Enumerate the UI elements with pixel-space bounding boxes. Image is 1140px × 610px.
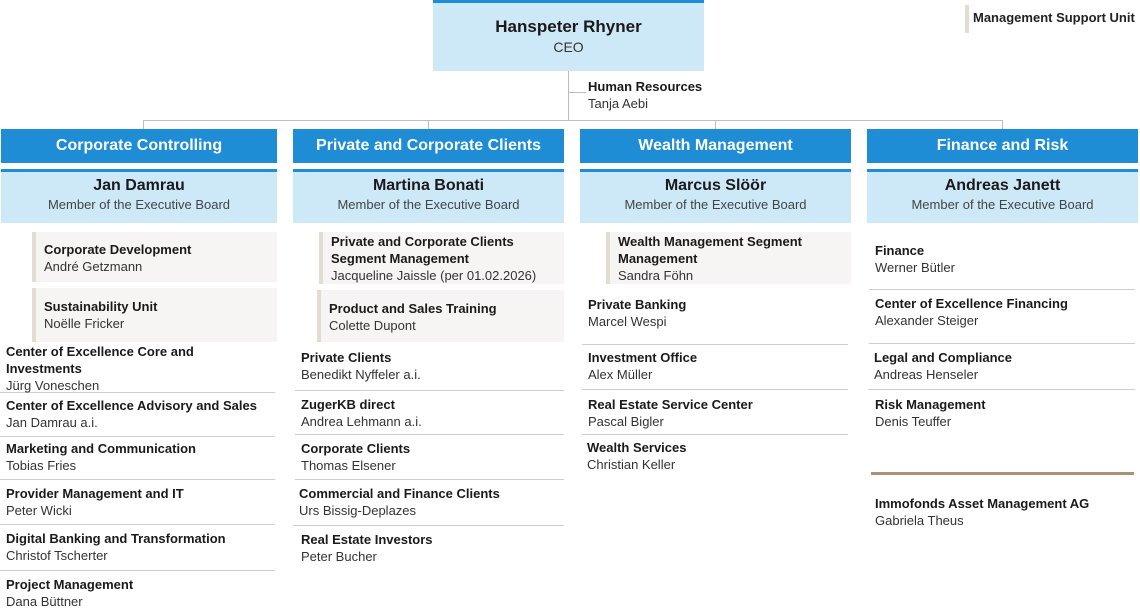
unit-person: Peter Wicki: [6, 503, 72, 518]
division-title: Corporate Controlling: [1, 129, 277, 163]
unit-box: [295, 344, 564, 391]
unit-title: Provider Management and IT: [6, 486, 184, 501]
unit-title: Finance: [875, 243, 925, 258]
division-head: [580, 172, 851, 223]
unit-person: Christian Keller: [587, 457, 676, 472]
unit-person: Thomas Elsener: [301, 458, 396, 473]
connector-hr: [568, 92, 586, 93]
unit-title: Private Banking: [588, 297, 687, 312]
connector-horizontal: [143, 120, 1003, 121]
hr-person: Tanja Aebi: [588, 96, 648, 111]
division-title: Wealth Management: [580, 129, 851, 163]
unit-box: [295, 526, 564, 571]
staff-unit: [319, 232, 564, 284]
unit-title: Investment Office: [588, 350, 698, 365]
unit-box: [0, 437, 275, 480]
unit-person: Werner Bütler: [875, 260, 955, 275]
unit-box: [0, 525, 275, 571]
head-name: Martina Bonati: [372, 177, 485, 194]
division-head: [867, 172, 1138, 223]
staff-title: Product and Sales Training: [329, 301, 497, 316]
ceo-role: CEO: [553, 39, 584, 55]
unit-box: [582, 345, 848, 390]
division-finance-risk: [867, 129, 1138, 223]
staff-person: Sandra Föhn: [618, 268, 694, 283]
unit-box: [582, 390, 848, 435]
unit-title: Marketing and Communication: [6, 441, 196, 456]
unit-box: [0, 393, 275, 437]
unit-person: Alexander Steiger: [875, 313, 979, 328]
division-title: Private and Corporate Clients: [293, 129, 564, 163]
staff-title: Corporate Development: [44, 242, 192, 257]
unit-person: Tobias Fries: [6, 458, 77, 473]
staff-unit: [32, 288, 277, 342]
staff-unit: [32, 232, 277, 282]
unit-title: Private Clients: [301, 350, 392, 365]
head-name: Jan Damrau: [93, 177, 185, 194]
hr-box: [588, 78, 702, 112]
connector-div4: [1002, 120, 1003, 129]
unit-box: [582, 290, 848, 345]
head-name: Andreas Janett: [944, 177, 1061, 194]
unit-box: [869, 390, 1135, 435]
unit-title: ZugerKB direct: [301, 397, 395, 412]
staff-unit: [317, 290, 564, 342]
unit-box: [868, 344, 1135, 390]
division-corporate-controlling: [1, 129, 277, 223]
unit-person: Marcel Wespi: [588, 314, 667, 329]
connector-div2: [428, 120, 429, 129]
unit-title: Digital Banking and Transformation: [6, 531, 226, 546]
unit-title: Project Management: [6, 577, 134, 592]
connector-div3: [715, 120, 716, 129]
head-role: Member of the Executive Board: [911, 197, 1094, 212]
unit-title: Risk Management: [875, 397, 986, 412]
unit-box: [869, 290, 1135, 344]
unit-box: [0, 571, 275, 609]
management-support-unit: Management Support Unit: [965, 5, 1140, 33]
unit-person: Andreas Henseler: [874, 367, 979, 382]
ceo-name: Hanspeter Rhyner: [495, 17, 642, 36]
subsidiary-divider: [871, 472, 1134, 475]
division-head: [293, 172, 564, 223]
unit-title: Corporate Clients: [301, 441, 411, 456]
unit-title: Center of Excellence Financing: [875, 296, 1068, 311]
connector-div1: [143, 120, 144, 129]
hr-title: Human Resources: [588, 79, 703, 94]
division-title: Finance and Risk: [867, 129, 1138, 163]
staff-person: Noëlle Fricker: [44, 316, 125, 331]
unit-person: Urs Bissig-Deplazes: [299, 503, 417, 518]
staff-title: Wealth Management Segment Management: [618, 234, 802, 266]
unit-person: Pascal Bigler: [588, 414, 664, 429]
unit-box: [293, 480, 564, 526]
unit-person: Peter Bucher: [301, 549, 377, 564]
staff-unit: [606, 232, 851, 284]
division-private-corporate-clients: [293, 129, 564, 223]
unit-title: Center of Excellence Core and Investments: [6, 344, 194, 376]
subsidiary-box: [869, 487, 1135, 532]
staff-person: Jacqueline Jaissle (per 01.02.2026): [331, 268, 537, 283]
head-role: Member of the Executive Board: [337, 197, 520, 212]
unit-box: [581, 435, 848, 480]
unit-title: Real Estate Investors: [301, 532, 433, 547]
unit-title: Center of Excellence Advisory and Sales: [6, 398, 257, 413]
head-name: Marcus Slöör: [664, 177, 767, 194]
subsidiary-person: Gabriela Theus: [875, 513, 964, 528]
connector-ceo-vertical: [568, 71, 569, 121]
unit-person: Jan Damrau a.i.: [6, 415, 98, 430]
unit-title: Legal and Compliance: [874, 350, 1012, 365]
unit-box: [295, 435, 564, 480]
division-head: [1, 172, 277, 223]
staff-person: André Getzmann: [44, 259, 143, 274]
unit-person: Dana Büttner: [6, 594, 83, 609]
unit-title: Real Estate Service Center: [588, 397, 753, 412]
unit-person: Andrea Lehmann a.i.: [301, 414, 422, 429]
unit-box: [869, 236, 1135, 290]
ceo-box: [433, 0, 704, 71]
unit-box: [0, 342, 275, 393]
division-wealth-management: [580, 129, 851, 223]
unit-box: [0, 480, 275, 525]
staff-title: Sustainability Unit: [44, 299, 158, 314]
unit-box: [295, 391, 564, 435]
unit-person: Alex Müller: [588, 367, 653, 382]
unit-person: Benedikt Nyffeler a.i.: [301, 367, 421, 382]
unit-person: Christof Tscherter: [6, 548, 108, 563]
staff-title: Private and Corporate Clients Segment Management: [331, 234, 514, 266]
unit-person: Denis Teuffer: [875, 414, 952, 429]
unit-title: Wealth Services: [587, 440, 687, 455]
unit-person: Jürg Voneschen: [6, 378, 100, 393]
head-role: Member of the Executive Board: [624, 197, 807, 212]
head-role: Member of the Executive Board: [47, 197, 231, 212]
subsidiary-title: Immofonds Asset Management AG: [875, 496, 1090, 511]
staff-person: Colette Dupont: [329, 318, 416, 333]
unit-title: Commercial and Finance Clients: [299, 486, 500, 501]
